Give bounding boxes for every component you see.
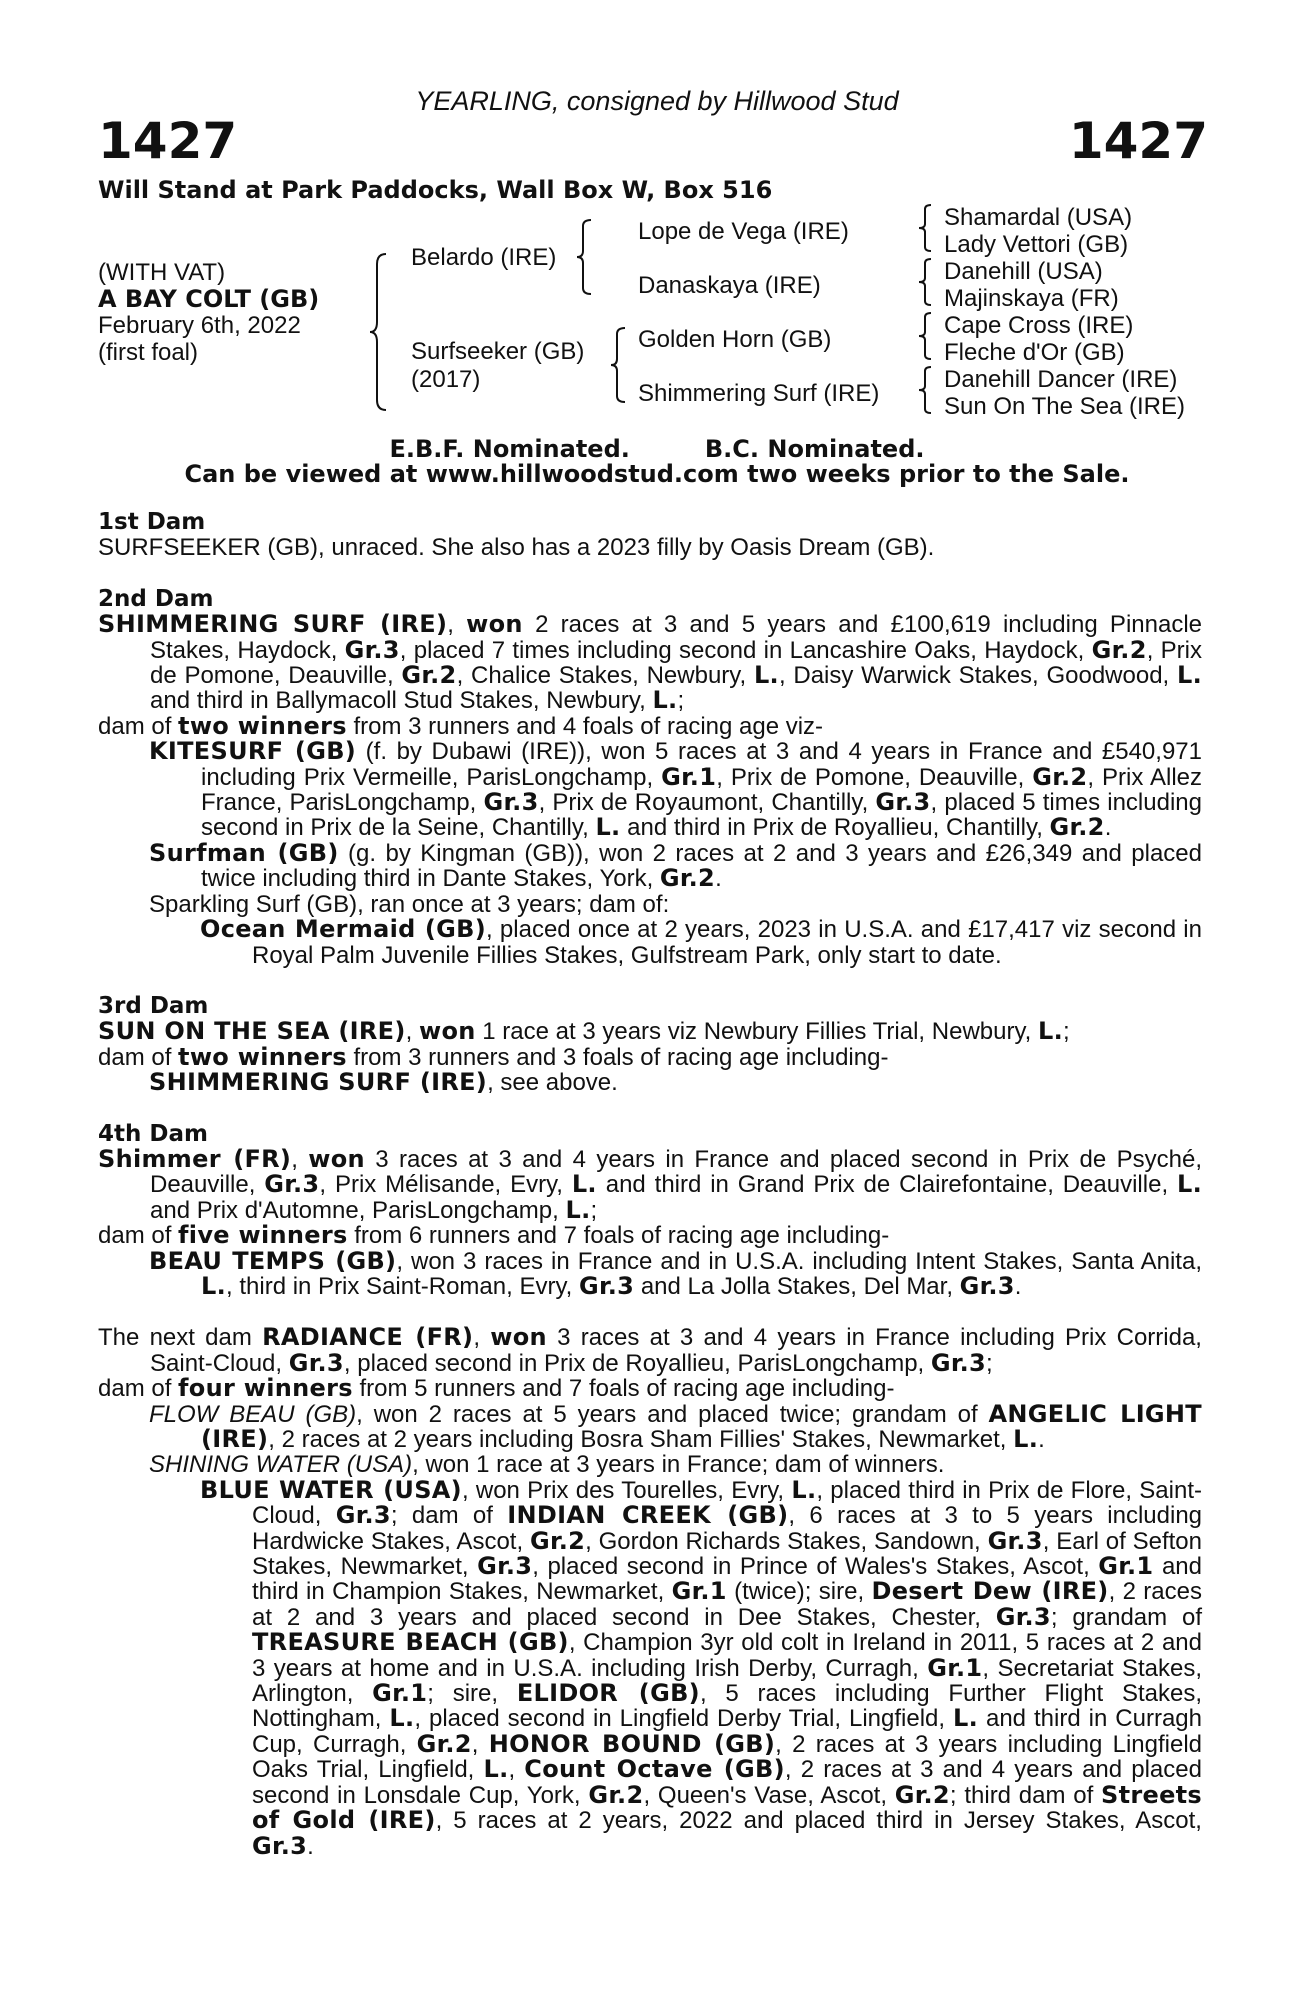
g3-ancestor: Danehill Dancer (IRE) bbox=[944, 366, 1178, 393]
sire-name: Belardo (IRE) bbox=[411, 244, 557, 271]
dam2-heading: 2nd Dam bbox=[98, 585, 214, 612]
viewing-note: Can be viewed at www.hillwoodstud.com two weeks prior to the Sale. bbox=[184, 460, 1130, 488]
catalogue-body bbox=[98, 510, 1202, 1859]
sire-dam: Danaskaya (IRE) bbox=[638, 272, 821, 299]
dam3-record: SUN ON THE SEA (IRE), won 1 race at 3 years viz Newbury Fillies Trial, Newbury, L.; bbox=[98, 1017, 1070, 1046]
brace-g3-2 bbox=[917, 257, 935, 307]
brace-g3-1 bbox=[917, 203, 935, 253]
produce-flow-beau: FLOW BEAU (GB), won 2 races at 5 years and placed twice; grandam of ANGELIC LIGHT (IRE), 2 races at 2 years including Bosra Sham Fillies' Stakes, Newmarket, L.. bbox=[149, 1399, 1202, 1453]
dam4-record: Shimmer (FR), won 3 races at 3 and 4 years in France and placed second in Prix de Psyché, Deauville, Gr.3, Prix Mélisande, Evry, L. and third in Grand Prix de Clairefontaine, Deauville, L. and Prix d'Automne, ParisLongchamp, L.; bbox=[98, 1144, 1202, 1224]
g3-ancestor: Shamardal (USA) bbox=[944, 204, 1133, 231]
foaling-date: February 6th, 2022 bbox=[98, 312, 301, 339]
produce-shimmering-surf: SHIMMERING SURF (IRE), see above. bbox=[149, 1068, 618, 1097]
dam-dam: Shimmering Surf (IRE) bbox=[638, 380, 880, 407]
dam-year: (2017) bbox=[411, 366, 481, 393]
dam-name: Surfseeker (GB) bbox=[411, 338, 585, 365]
produce-surfman: Surfman (GB) (g. by Kingman (GB)), won 2 races at 2 and 3 years and £26,349 and placed twice including third in Dante Stakes, York, Gr.2. bbox=[149, 838, 1202, 893]
dam2-produce-summary: dam of two winners from 3 runners and 4 foals of racing age viz- bbox=[98, 711, 824, 740]
dam2-record: SHIMMERING SURF (IRE), won 2 races at 3 and 5 years and £100,619 including Pinnacle Stakes, Haydock, Gr.3, placed 7 times including second in Lancashire Oaks, Haydock, Gr.2, Prix de Pomone, Deauville, Gr.2, Chalice Stakes, Newbury, L., Daisy Warwick Stakes, Goodwood, L. and third in Ballymacoll Stud Stakes, Newbury, L.; bbox=[98, 610, 1202, 715]
lot-number-left: 1427 bbox=[98, 112, 238, 170]
dam-sire: Golden Horn (GB) bbox=[638, 326, 832, 353]
vat-note: (WITH VAT) bbox=[98, 259, 226, 286]
produce-sparkling-surf: Sparkling Surf (GB), ran once at 3 years; dam of: bbox=[149, 890, 670, 918]
g3-ancestor: Cape Cross (IRE) bbox=[944, 312, 1134, 339]
next-dam-produce-summary: dam of four winners from 5 runners and 7 foals of racing age including- bbox=[98, 1374, 895, 1403]
g3-ancestor: Fleche d'Or (GB) bbox=[944, 339, 1125, 366]
g3-ancestor: Danehill (USA) bbox=[944, 258, 1103, 285]
produce-kitesurf: KITESURF (GB) (f. by Dubawi (IRE)), won 5 races at 3 and 4 years in France and £540,971 including Prix Vermeille, ParisLongchamp, Gr.1, Prix de Pomone, Deauville, Gr.2, Prix Allez France, ParisLongchamp, Gr.3, Prix de Royaumont, Chantilly, Gr.3, placed 5 times including second in Prix de la Seine, Chantilly, L. and third in Prix de Royallieu, Chantilly, Gr.2. bbox=[149, 737, 1203, 842]
foal-note: (first foal) bbox=[98, 339, 199, 366]
dam4-produce-summary: dam of five winners from 6 runners and 7 foals of racing age including- bbox=[98, 1221, 890, 1250]
g3-ancestor: Majinskaya (FR) bbox=[944, 285, 1119, 312]
produce-ocean-mermaid: Ocean Mermaid (GB), placed once at 2 years, 2023 in U.S.A. and £17,417 viz second in Royal Palm Juvenile Fillies Stakes, Gulfstream Park, only start to date. bbox=[200, 915, 1202, 969]
g3-ancestor: Sun On The Sea (IRE) bbox=[944, 393, 1186, 420]
brace-g3-4 bbox=[917, 365, 935, 415]
nominations bbox=[0, 435, 1314, 463]
lot-number-right: 1427 bbox=[1068, 112, 1208, 170]
produce-blue-water: BLUE WATER (USA), won Prix des Tourelles, Evry, L., placed third in Prix de Flore, Saint-Cloud, Gr.3; dam of INDIAN CREEK (GB), 6 races at 3 to 5 years including Hardwicke Stakes, Ascot, Gr.2, Gordon Richards Stakes, Sandown, Gr.3, Earl of Sefton Stakes, Newmarket, Gr.3, placed second in Prince of Wales's Stakes, Ascot, Gr.1 and third in Champion Stakes, Newmarket, Gr.1 (twice); sire, Desert Dew (IRE), 2 races at 2 and 3 years and placed second in Dee Stakes, Chester, Gr.3; grandam of TREASURE BEACH (GB), Champion 3yr old colt in Ireland in 2011, 5 races at 2 and 3 years at home and in U.S.A. including Irish Derby, Curragh, Gr.1, Secretariat Stakes, Arlington, Gr.1; sire, ELIDOR (GB), 5 races including Further Flight Stakes, Nottingham, L., placed second in Lingfield Derby Trial, Lingfield, L. and third in Curragh Cup, Curragh, Gr.2, HONOR BOUND (GB), 2 races at 3 years including Lingfield Oaks Trial, Lingfield, L., Count Octave (GB), 2 races at 3 and 4 years and placed second in Lonsdale Cup, York, Gr.2, Queen's Vase, Ascot, Gr.2; third dam of Streets of Gold (IRE), 5 races at 2 years, 2022 and placed third in Jersey Stakes, Ascot, Gr.3. bbox=[200, 1475, 1203, 1860]
dam4-heading: 4th Dam bbox=[98, 1120, 208, 1147]
bc-nomination: B.C. Nominated. bbox=[704, 435, 925, 463]
subject-name: A BAY COLT (GB) bbox=[98, 285, 320, 313]
dam3-heading: 3rd Dam bbox=[98, 992, 209, 1019]
produce-shining-water: SHINING WATER (USA), won 1 race at 3 years in France; dam of winners. bbox=[149, 1451, 945, 1479]
brace-sire bbox=[575, 218, 595, 296]
stable-location: Will Stand at Park Paddocks, Wall Box W, Box 516 bbox=[98, 176, 773, 204]
dam1-heading: 1st Dam bbox=[98, 509, 206, 535]
sale-subtitle: YEARLING, consigned by Hillwood Stud bbox=[415, 86, 899, 116]
sire-sire: Lope de Vega (IRE) bbox=[638, 218, 849, 245]
brace-subject bbox=[368, 252, 390, 412]
produce-beau-temps: BEAU TEMPS (GB), won 3 races in France and in U.S.A. including Intent Stakes, Santa Anita, L., third in Prix Saint-Roman, Evry, Gr.3 and La Jolla Stakes, Del Mar, Gr.3. bbox=[149, 1246, 1202, 1300]
brace-dam bbox=[609, 326, 629, 404]
next-dam-record: The next dam RADIANCE (FR), won 3 races at 3 and 4 years in France including Prix Corrida, Saint-Cloud, Gr.3, placed second in Prix de Royallieu, ParisLongchamp, Gr.3; bbox=[98, 1323, 1202, 1377]
g3-ancestor: Lady Vettori (GB) bbox=[944, 231, 1129, 258]
ebf-nomination: E.B.F. Nominated. bbox=[389, 435, 630, 463]
dam1-text: SURFSEEKER (GB), unraced. She also has a 2023 filly by Oasis Dream (GB). bbox=[98, 534, 935, 562]
brace-g3-3 bbox=[917, 311, 935, 361]
dam3-produce-summary: dam of two winners from 3 runners and 3 foals of racing age including- bbox=[98, 1042, 889, 1071]
